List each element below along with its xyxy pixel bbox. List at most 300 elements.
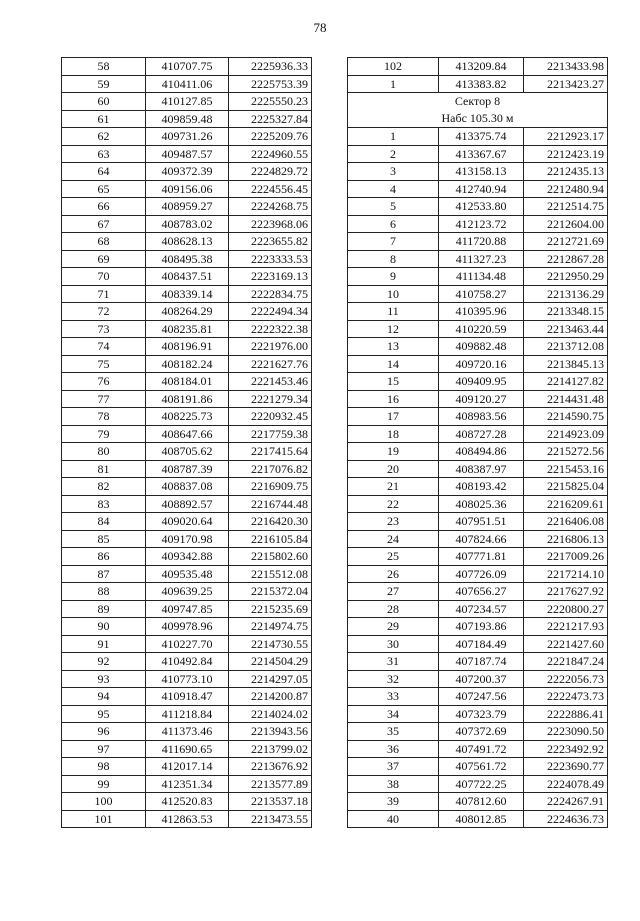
coord-y: 2221847.24 — [524, 653, 608, 671]
coord-x: 408628.13 — [146, 233, 229, 251]
point-number: 89 — [62, 600, 146, 618]
point-number: 62 — [62, 128, 146, 146]
coord-x: 408196.91 — [146, 338, 229, 356]
point-number: 79 — [62, 425, 146, 443]
table-row — [348, 600, 608, 618]
point-number: 23 — [348, 513, 439, 531]
coord-x: 412351.34 — [146, 775, 229, 793]
coord-y: 2224829.72 — [229, 163, 312, 181]
table-row — [62, 268, 312, 286]
table-row — [348, 583, 608, 601]
coord-y: 2213577.89 — [229, 775, 312, 793]
coord-y: 2214974.75 — [229, 618, 312, 636]
coord-y: 2223333.53 — [229, 250, 312, 268]
coord-x: 409342.88 — [146, 548, 229, 566]
coord-x: 412520.83 — [146, 793, 229, 811]
coord-x: 410395.96 — [439, 303, 524, 321]
coord-y: 2221427.60 — [524, 635, 608, 653]
coord-y: 2222494.34 — [229, 303, 312, 321]
coord-x: 407726.09 — [439, 565, 524, 583]
table-row — [62, 320, 312, 338]
coord-y: 2224960.55 — [229, 145, 312, 163]
table-row — [348, 425, 608, 443]
point-number: 85 — [62, 530, 146, 548]
table-row — [62, 128, 312, 146]
table-row — [62, 198, 312, 216]
point-number: 7 — [348, 233, 439, 251]
point-number: 9 — [348, 268, 439, 286]
coord-x: 408012.85 — [439, 810, 524, 828]
coord-y: 2212514.75 — [524, 198, 608, 216]
point-number: 102 — [348, 58, 439, 76]
point-number: 21 — [348, 478, 439, 496]
point-number: 32 — [348, 670, 439, 688]
coord-x: 408235.81 — [146, 320, 229, 338]
point-number: 37 — [348, 758, 439, 776]
table-row — [62, 250, 312, 268]
coord-y: 2224636.73 — [524, 810, 608, 828]
point-number: 60 — [62, 93, 146, 111]
point-number: 97 — [62, 740, 146, 758]
table-row — [62, 93, 312, 111]
point-number: 10 — [348, 285, 439, 303]
coord-y: 2212950.29 — [524, 268, 608, 286]
table-row — [348, 145, 608, 163]
coord-x: 409372.39 — [146, 163, 229, 181]
coord-y: 2217214.10 — [524, 565, 608, 583]
table-row — [348, 705, 608, 723]
coord-x: 410411.06 — [146, 75, 229, 93]
point-number: 95 — [62, 705, 146, 723]
point-number: 68 — [62, 233, 146, 251]
table-row — [62, 758, 312, 776]
coord-y: 2215372.04 — [229, 583, 312, 601]
coord-x: 409731.26 — [146, 128, 229, 146]
table-row — [62, 460, 312, 478]
coord-y: 2223655.82 — [229, 233, 312, 251]
coord-x: 408494.86 — [439, 443, 524, 461]
point-number: 12 — [348, 320, 439, 338]
coord-x: 411373.46 — [146, 723, 229, 741]
coord-x: 411720.88 — [439, 233, 524, 251]
point-number: 101 — [62, 810, 146, 828]
table-row — [348, 408, 608, 426]
coord-y: 2215802.60 — [229, 548, 312, 566]
table-row — [348, 810, 608, 828]
point-number: 33 — [348, 688, 439, 706]
table-row — [62, 635, 312, 653]
coordinates-table-right — [347, 57, 608, 828]
coord-x: 409487.57 — [146, 145, 229, 163]
point-number: 16 — [348, 390, 439, 408]
point-number: 30 — [348, 635, 439, 653]
table-row — [62, 530, 312, 548]
table-row — [62, 180, 312, 198]
point-number: 13 — [348, 338, 439, 356]
table-row — [62, 565, 312, 583]
point-number: 77 — [62, 390, 146, 408]
point-number: 99 — [62, 775, 146, 793]
table-row — [348, 198, 608, 216]
coord-x: 409978.96 — [146, 618, 229, 636]
table-row — [62, 653, 312, 671]
table-row — [348, 75, 608, 93]
table-row — [62, 355, 312, 373]
coord-y: 2216209.61 — [524, 495, 608, 513]
coord-x: 408193.42 — [439, 478, 524, 496]
table-row — [348, 268, 608, 286]
coord-y: 2213799.02 — [229, 740, 312, 758]
table-row — [348, 723, 608, 741]
coord-y: 2222473.73 — [524, 688, 608, 706]
point-number: 34 — [348, 705, 439, 723]
table-row — [348, 618, 608, 636]
coord-x: 410127.85 — [146, 93, 229, 111]
table-row — [62, 443, 312, 461]
table-row — [62, 548, 312, 566]
coord-x: 413209.84 — [439, 58, 524, 76]
point-number: 31 — [348, 653, 439, 671]
page-number: 78 — [313, 20, 327, 35]
coord-x: 408387.97 — [439, 460, 524, 478]
coord-x: 412123.72 — [439, 215, 524, 233]
coord-x: 408727.28 — [439, 425, 524, 443]
table-row — [62, 215, 312, 233]
coord-x: 409639.25 — [146, 583, 229, 601]
point-number: 40 — [348, 810, 439, 828]
table-row — [62, 233, 312, 251]
coord-y: 2214297.05 — [229, 670, 312, 688]
table-row — [348, 320, 608, 338]
coord-y: 2223492.92 — [524, 740, 608, 758]
table-row — [62, 408, 312, 426]
coord-x: 410492.84 — [146, 653, 229, 671]
coord-y: 2221453.46 — [229, 373, 312, 391]
table-row — [62, 705, 312, 723]
point-number: 87 — [62, 565, 146, 583]
coord-y: 2212721.69 — [524, 233, 608, 251]
point-number: 91 — [62, 635, 146, 653]
point-number: 58 — [62, 58, 146, 76]
point-number: 82 — [62, 478, 146, 496]
point-number: 26 — [348, 565, 439, 583]
coord-x: 410758.27 — [439, 285, 524, 303]
point-number: 5 — [348, 198, 439, 216]
coord-y: 2224267.91 — [524, 793, 608, 811]
point-number: 71 — [62, 285, 146, 303]
coord-y: 2214200.87 — [229, 688, 312, 706]
coord-y: 2217009.26 — [524, 548, 608, 566]
coord-x: 407184.49 — [439, 635, 524, 653]
coord-x: 409409.95 — [439, 373, 524, 391]
coord-y: 2220932.45 — [229, 408, 312, 426]
coord-x: 407234.57 — [439, 600, 524, 618]
table-row — [62, 145, 312, 163]
coord-y: 2212923.17 — [524, 128, 608, 146]
coord-x: 411690.65 — [146, 740, 229, 758]
coord-y: 2217415.64 — [229, 443, 312, 461]
table-row — [62, 285, 312, 303]
point-number: 96 — [62, 723, 146, 741]
coord-x: 411218.84 — [146, 705, 229, 723]
coord-x: 407247.56 — [439, 688, 524, 706]
coord-x: 413383.82 — [439, 75, 524, 93]
coord-y: 2222886.41 — [524, 705, 608, 723]
table-row — [348, 338, 608, 356]
coord-x: 409170.98 — [146, 530, 229, 548]
coord-x: 408191.86 — [146, 390, 229, 408]
coord-y: 2217759.38 — [229, 425, 312, 443]
coord-y: 2213423.27 — [524, 75, 608, 93]
table-row — [62, 58, 312, 76]
coord-x: 410773.10 — [146, 670, 229, 688]
table-row — [348, 775, 608, 793]
coord-x: 408647.66 — [146, 425, 229, 443]
table-row — [348, 303, 608, 321]
point-number: 78 — [62, 408, 146, 426]
table-row — [62, 110, 312, 128]
coord-x: 409859.48 — [146, 110, 229, 128]
point-number: 15 — [348, 373, 439, 391]
coord-y: 2216806.13 — [524, 530, 608, 548]
point-number: 11 — [348, 303, 439, 321]
coord-x: 407951.51 — [439, 513, 524, 531]
point-number: 76 — [62, 373, 146, 391]
coord-y: 2216105.84 — [229, 530, 312, 548]
point-number: 22 — [348, 495, 439, 513]
coord-y: 2225753.39 — [229, 75, 312, 93]
coord-y: 2225550.23 — [229, 93, 312, 111]
point-number: 65 — [62, 180, 146, 198]
table-row — [62, 303, 312, 321]
table-row — [62, 425, 312, 443]
table-row — [62, 810, 312, 828]
coordinates-table-left — [61, 57, 312, 828]
sector-title: Сектор 8 — [454, 94, 501, 108]
point-number: 86 — [62, 548, 146, 566]
coord-x: 410707.75 — [146, 58, 229, 76]
coord-x: 407722.25 — [439, 775, 524, 793]
coord-x: 408495.38 — [146, 250, 229, 268]
coord-y: 2213845.13 — [524, 355, 608, 373]
table-row — [348, 530, 608, 548]
point-number: 98 — [62, 758, 146, 776]
point-number: 2 — [348, 145, 439, 163]
table-row — [348, 233, 608, 251]
coord-y: 2225209.76 — [229, 128, 312, 146]
coord-y: 2216420.30 — [229, 513, 312, 531]
point-number: 1 — [348, 128, 439, 146]
coord-y: 2223090.50 — [524, 723, 608, 741]
coord-y: 2216406.08 — [524, 513, 608, 531]
coord-y: 2212867.28 — [524, 250, 608, 268]
coord-y: 2222056.73 — [524, 670, 608, 688]
table-row — [62, 723, 312, 741]
table-row — [348, 513, 608, 531]
coord-x: 410227.70 — [146, 635, 229, 653]
table-row — [62, 740, 312, 758]
point-number: 35 — [348, 723, 439, 741]
point-number: 88 — [62, 583, 146, 601]
coord-x: 412533.80 — [439, 198, 524, 216]
coord-x: 409720.16 — [439, 355, 524, 373]
coord-x: 407656.27 — [439, 583, 524, 601]
point-number: 1 — [348, 75, 439, 93]
coord-x: 408959.27 — [146, 198, 229, 216]
table-row — [348, 180, 608, 198]
point-number: 28 — [348, 600, 439, 618]
table-row — [62, 688, 312, 706]
coord-y: 2213463.44 — [524, 320, 608, 338]
coord-y: 2217627.92 — [524, 583, 608, 601]
coord-y: 2215825.04 — [524, 478, 608, 496]
coord-y: 2223169.13 — [229, 268, 312, 286]
coord-x: 409535.48 — [146, 565, 229, 583]
coord-y: 2214127.82 — [524, 373, 608, 391]
point-number: 81 — [62, 460, 146, 478]
coord-x: 407771.81 — [439, 548, 524, 566]
coord-x: 407491.72 — [439, 740, 524, 758]
coord-y: 2216909.75 — [229, 478, 312, 496]
table-row — [348, 688, 608, 706]
coord-y: 2214504.29 — [229, 653, 312, 671]
coord-y: 2223968.06 — [229, 215, 312, 233]
point-number: 3 — [348, 163, 439, 181]
coord-x: 413375.74 — [439, 128, 524, 146]
coord-y: 2214730.55 — [229, 635, 312, 653]
coord-y: 2213473.55 — [229, 810, 312, 828]
point-number: 6 — [348, 215, 439, 233]
coord-x: 408787.39 — [146, 460, 229, 478]
table-row — [348, 285, 608, 303]
coord-y: 2221976.00 — [229, 338, 312, 356]
table-row — [348, 740, 608, 758]
coord-y: 2221217.93 — [524, 618, 608, 636]
point-number: 59 — [62, 75, 146, 93]
coord-y: 2215272.56 — [524, 443, 608, 461]
point-number: 27 — [348, 583, 439, 601]
coord-x: 407372.69 — [439, 723, 524, 741]
table-row — [62, 775, 312, 793]
table-row — [62, 373, 312, 391]
table-row — [348, 355, 608, 373]
table-row — [348, 373, 608, 391]
coord-y: 2212604.00 — [524, 215, 608, 233]
point-number: 29 — [348, 618, 439, 636]
coord-x: 407812.60 — [439, 793, 524, 811]
point-number: 80 — [62, 443, 146, 461]
coord-x: 407561.72 — [439, 758, 524, 776]
point-number: 93 — [62, 670, 146, 688]
coord-y: 2220800.27 — [524, 600, 608, 618]
table-row — [348, 478, 608, 496]
table-row — [62, 600, 312, 618]
coord-x: 408025.36 — [439, 495, 524, 513]
table-row — [348, 793, 608, 811]
table-row — [62, 618, 312, 636]
table-row — [62, 793, 312, 811]
point-number: 74 — [62, 338, 146, 356]
sector-header — [348, 93, 608, 128]
coord-y: 2223690.77 — [524, 758, 608, 776]
coord-x: 408182.24 — [146, 355, 229, 373]
point-number: 63 — [62, 145, 146, 163]
table-row — [62, 670, 312, 688]
coord-y: 2215512.08 — [229, 565, 312, 583]
coord-x: 411327.23 — [439, 250, 524, 268]
coord-x: 410918.47 — [146, 688, 229, 706]
point-number: 66 — [62, 198, 146, 216]
coord-y: 2213136.29 — [524, 285, 608, 303]
coord-y: 2214431.48 — [524, 390, 608, 408]
table-row — [348, 460, 608, 478]
coord-y: 2212423.19 — [524, 145, 608, 163]
point-number: 64 — [62, 163, 146, 181]
sector-subtitle: Набс 105.30 м — [441, 111, 514, 125]
coord-y: 2221279.34 — [229, 390, 312, 408]
table-row — [62, 478, 312, 496]
table-row — [348, 670, 608, 688]
coord-y: 2213676.92 — [229, 758, 312, 776]
point-number: 92 — [62, 653, 146, 671]
coord-y: 2213712.08 — [524, 338, 608, 356]
coord-y: 2215453.16 — [524, 460, 608, 478]
point-number: 73 — [62, 320, 146, 338]
coord-x: 412017.14 — [146, 758, 229, 776]
coord-y: 2224556.45 — [229, 180, 312, 198]
coord-x: 412863.53 — [146, 810, 229, 828]
coord-x: 407200.37 — [439, 670, 524, 688]
point-number: 24 — [348, 530, 439, 548]
coord-x: 409156.06 — [146, 180, 229, 198]
point-number: 94 — [62, 688, 146, 706]
coord-y: 2217076.82 — [229, 460, 312, 478]
table-row — [348, 495, 608, 513]
coord-x: 407824.66 — [439, 530, 524, 548]
point-number: 67 — [62, 215, 146, 233]
table-row — [62, 390, 312, 408]
coord-x: 409882.48 — [439, 338, 524, 356]
table-row — [62, 495, 312, 513]
point-number: 70 — [62, 268, 146, 286]
point-number: 36 — [348, 740, 439, 758]
coord-x: 413367.67 — [439, 145, 524, 163]
coord-y: 2213943.56 — [229, 723, 312, 741]
table-row — [62, 75, 312, 93]
coord-y: 2212480.94 — [524, 180, 608, 198]
coord-y: 2213348.15 — [524, 303, 608, 321]
point-number: 19 — [348, 443, 439, 461]
coord-x: 407323.79 — [439, 705, 524, 723]
coord-y: 2213433.98 — [524, 58, 608, 76]
coord-y: 2222834.75 — [229, 285, 312, 303]
coord-y: 2214024.02 — [229, 705, 312, 723]
coord-x: 407187.74 — [439, 653, 524, 671]
point-number: 25 — [348, 548, 439, 566]
coord-x: 408783.02 — [146, 215, 229, 233]
coord-y: 2212435.13 — [524, 163, 608, 181]
coord-y: 2224078.49 — [524, 775, 608, 793]
point-number: 39 — [348, 793, 439, 811]
coord-x: 409020.64 — [146, 513, 229, 531]
point-number: 8 — [348, 250, 439, 268]
sector-header-row — [348, 93, 608, 128]
coord-x: 408225.73 — [146, 408, 229, 426]
table-row — [348, 653, 608, 671]
table-row — [348, 250, 608, 268]
coord-y: 2222322.38 — [229, 320, 312, 338]
coord-x: 413158.13 — [439, 163, 524, 181]
